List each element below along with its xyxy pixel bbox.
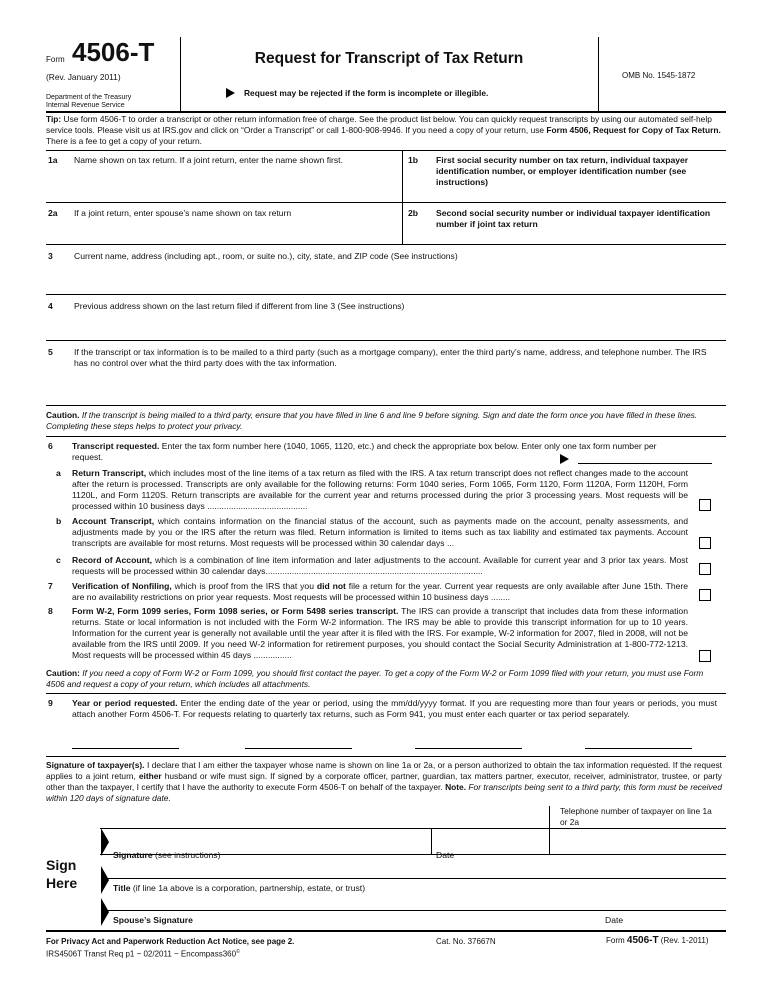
footer-form-id <box>606 935 709 946</box>
line-6c-title: Record of Account, <box>72 555 153 565</box>
signature-either: either <box>138 771 162 781</box>
line-8-body: The IRS can provide a transcript that includes data from these information returns. State or local information is not included with the Form W-2 information. The IRS may be able to provide this transcript information for up to 10 years. Information for the current year is generally not available until the year after it is filed with the IRS. For example, W-2 information for 2007, filed in 2008, will not be available from the IRS until 2009. If you need W-2 information for retirement purposes, you should contact the Social Security Administration at 1-800-772-1213. Most requests will be processed within 45 days <box>72 606 688 660</box>
line-7-body1: which is proof from the IRS that you <box>171 581 317 591</box>
line-4-number: 4 <box>48 301 53 311</box>
line-6-text <box>72 441 688 463</box>
line-5-label: If the transcript or tax information is to be mailed to a third party (such as a mortgage company), enter the third party’s name, address, and telephone number. The IRS has no control over what the third party does with the tax information. <box>74 347 707 368</box>
title-label: Title <box>113 883 131 893</box>
form-word: Form <box>46 55 65 64</box>
catalog-number: Cat. No. 37667N <box>436 937 496 946</box>
signature-note-text: For transcripts being sent to a third party, this form must be received within 120 days of signature date. <box>46 782 723 803</box>
signature-label: Signature <box>113 850 153 860</box>
caution-label: Caution. <box>46 410 80 420</box>
date-label-2: Date <box>605 915 624 925</box>
tip-end: There is a fee to get a copy of your return. <box>46 136 202 146</box>
tip-form-4506: Form 4506, Request for Copy of Tax Return. <box>546 125 721 135</box>
rule <box>100 828 726 829</box>
rule <box>46 436 726 437</box>
line-9-text <box>72 698 717 720</box>
w2-transcript-checkbox[interactable] <box>699 650 711 662</box>
rule <box>46 405 726 406</box>
warning-arrow-icon <box>226 88 235 98</box>
line-7-did-not: did not <box>316 581 346 591</box>
spouse-arrow-icon <box>101 898 109 926</box>
line-2-divider <box>402 202 403 244</box>
signature-input[interactable] <box>108 878 726 879</box>
line-3-number: 3 <box>48 251 53 261</box>
rule <box>46 693 726 694</box>
signature-caption <box>113 850 220 861</box>
rule <box>46 150 726 151</box>
warning-text: Request may be rejected if the form is incomplete or illegible. <box>244 88 489 98</box>
header-divider-left <box>180 37 181 111</box>
tip-body: Use form 4506-T to order a transcript or other return information free of charge. See the product list below. You can quickly request transcripts by using our automated self-help service tools. Please visit us at IRS.gov and click on “Order a Transcript” or call 1-800-908-9946. If you need a copy of your return, use <box>46 114 712 135</box>
tip-text <box>46 114 726 147</box>
line-9-body: Enter the ending date of the year or period, using the mm/dd/yyyy format. If you are requesting more than four years or periods, you must attach another Form 4506-T. For requests relating to quarterly tax returns, such as Form 941, you must enter each quarter or tax period separately. <box>72 698 717 719</box>
line-8-number: 8 <box>48 606 53 616</box>
signature-text2: husband or wife must sign. If signed by a corporate officer, partner, guardian, tax matters partner, executor, receiver, administrator, trustee, or party other than the taxpayer, I certify that I have the authority to execute Form 4506-T on behalf of the taxpayer. <box>46 771 722 792</box>
nonfiling-checkbox[interactable] <box>699 589 711 601</box>
tax-form-arrow-icon <box>560 454 569 464</box>
phone-left-divider <box>431 828 432 854</box>
line-7-body2: file a return for the year. Current year requests are only available after June 15th. There are no availability restrictions on prior year requests. Most requests will be processed within 10 business days <box>72 581 689 602</box>
period-2-input[interactable] <box>245 748 352 749</box>
phone-label: Telephone number of taxpayer on line 1a or 2a <box>560 806 712 827</box>
line-6b-body: which contains information on the financial status of the account, such as payments made on the account, penalty assessments, and adjustments made by you or the IRS after the return was filed. Return information is limited to items such as tax liability and estimated tax payments. Account transcripts are available for most returns. Most requests will be processed within 30 calendar days <box>72 516 688 548</box>
line-1b-label: First social security number on tax return, individual taxpayer identification number, or employer identification number (see instructions) <box>436 155 689 187</box>
footer-rule <box>46 930 726 932</box>
rule <box>46 756 726 757</box>
form-number: 4506-T <box>72 37 155 67</box>
line-9-title: Year or period requested. <box>72 698 178 708</box>
line-7-text <box>72 581 688 603</box>
line-6b-text <box>72 516 688 549</box>
form-title: Request for Transcript of Tax Return <box>254 50 524 67</box>
line-6-title: Transcript requested. <box>72 441 160 451</box>
signature-text1: I declare that I am either the taxpayer whose name is shown on line 1a or 2a, or a person authorized to obtain the tax information requested. If the request applies to a joint return, <box>46 760 722 781</box>
line-7-dots: ........ <box>488 592 511 602</box>
spouse-signature-label: Spouse’s Signature <box>113 915 193 925</box>
account-transcript-checkbox[interactable] <box>699 537 711 549</box>
line-2b-label: Second social security number or individual taxpayer identification number if joint tax return <box>436 208 711 229</box>
signature-title: Signature of taxpayer(s). <box>46 760 145 770</box>
line-6b-dots: ... <box>444 538 455 548</box>
title-arrow-icon <box>101 866 109 894</box>
line-6a-text <box>72 468 688 512</box>
line-6b-letter: b <box>56 516 62 526</box>
caution-w2-text: If you need a copy of Form W-2 or Form 1099, you should first contact the payer. To get a copy of the Form W-2 or Form 1099 filed with your return, you must use Form 4506 and request a copy of your return, which includes all attachments. <box>46 668 704 689</box>
rule <box>46 294 726 295</box>
line-5-number: 5 <box>48 347 53 357</box>
here-label: Here <box>46 875 78 891</box>
omb-number: OMB No. 1545-1872 <box>622 71 696 80</box>
period-4-input[interactable] <box>585 748 692 749</box>
title-input[interactable] <box>108 910 726 911</box>
header-divider-right <box>598 37 599 111</box>
tip-label: Tip: <box>46 114 62 124</box>
line-1a-label: Name shown on tax return. If a joint return, enter the name shown first. <box>74 155 343 165</box>
period-3-input[interactable] <box>415 748 522 749</box>
privacy-notice: For Privacy Act and Paperwork Reduction Act Notice, see page 2. <box>46 937 295 946</box>
document-code <box>46 947 240 960</box>
line-3-label: Current name, address (including apt., room, or suite no.), city, state, and ZIP code (See instructions) <box>74 251 458 261</box>
sign-label: Sign <box>46 857 77 873</box>
line-2a-label: If a joint return, enter spouse’s name shown on tax return <box>74 208 292 218</box>
signature-sub: (see instructions) <box>152 850 221 860</box>
line-6a-body: which includes most of the line items of a tax return as filed with the IRS. A tax return transcript does not reflect changes made to the account after the return is processed. Transcripts are only available for the following returns: Form 1040 series, Form 1065, Form 1120, Form 1120A, Form 1120H, Form 1120L, and Form 1120S. Return transcripts are available for the current year and returns processed during the prior 3 processing years. Most requests will be processed within 10 business days <box>72 468 688 511</box>
rule <box>46 244 726 245</box>
caution-third-party <box>46 410 722 432</box>
signature-arrow-icon <box>101 828 109 856</box>
line-6b-title: Account Transcript, <box>72 516 155 526</box>
line-6a-dots: .......................................... <box>204 501 308 511</box>
revision-date: (Rev. January 2011) <box>46 72 121 82</box>
line-6a-letter: a <box>56 468 61 478</box>
signature-note-label: Note. <box>445 782 467 792</box>
line-2a-number: 2a <box>48 208 58 218</box>
title-caption <box>113 883 365 894</box>
date-label-1: Date <box>436 850 455 860</box>
line-6-number: 6 <box>48 441 53 451</box>
line-6a-title: Return Transcript, <box>72 468 147 478</box>
line-7-number: 7 <box>48 581 53 591</box>
header-rule <box>46 111 726 113</box>
period-1-input[interactable] <box>72 748 179 749</box>
line-8-text <box>72 606 688 661</box>
line-6-body: Enter the tax form number here (1040, 1065, 1120, etc.) and check the appropriate box below. Enter only one tax form number per request. <box>72 441 657 462</box>
phone-box-divider <box>549 806 550 854</box>
line-8-dots: ................ <box>251 650 292 660</box>
line-2b-number: 2b <box>408 208 419 218</box>
footer-form-word: Form <box>606 936 627 945</box>
signature-declaration <box>46 760 722 804</box>
line-7-title: Verification of Nonfiling, <box>72 581 172 591</box>
line-9-number: 9 <box>48 698 53 708</box>
line-1-divider <box>402 150 403 202</box>
footer-rev: (Rev. 1-2011) <box>658 936 709 945</box>
record-of-account-checkbox[interactable] <box>699 563 711 575</box>
tax-form-number-input[interactable] <box>578 463 712 464</box>
department: Department of the Treasury <box>46 94 132 101</box>
title-sub: (if line 1a above is a corporation, partnership, estate, or trust) <box>130 883 366 893</box>
return-transcript-checkbox[interactable] <box>699 499 711 511</box>
copyright-mark: © <box>236 949 240 955</box>
line-6c-body: which is a combination of line item information and later adjustments to the account. Available for current year and 3 prior tax years. Most requests will be processed within 30 calendar days <box>72 555 688 576</box>
rule <box>46 340 726 341</box>
line-1b-number: 1b <box>408 155 419 165</box>
agency: Internal Revenue Service <box>46 102 125 109</box>
line-6c-text <box>72 555 688 577</box>
footer-form-number: 4506-T <box>626 935 659 946</box>
caution-w2 <box>46 668 722 690</box>
caution-w2-label: Caution: <box>46 668 80 678</box>
line-6c-letter: c <box>56 555 61 565</box>
line-6c-dots: ........................................................................................... <box>265 566 483 576</box>
rule <box>46 202 726 203</box>
line-8-title: Form W-2, Form 1099 series, Form 1098 series, or Form 5498 series transcript. <box>72 606 399 616</box>
document-code-text: IRS4506T Transt Req p1 ~ 02/2011 ~ Encompass360 <box>46 949 237 959</box>
caution-text: If the transcript is being mailed to a third party, ensure that you have filled in line 6 and line 9 before signing. Sign and date the form once you have filled in these lines. Completing these steps helps to protect your privacy. <box>46 410 698 431</box>
line-4-label: Previous address shown on the last return filed if different from line 3 (See instructions) <box>74 301 405 311</box>
line-1a-number: 1a <box>48 155 58 165</box>
